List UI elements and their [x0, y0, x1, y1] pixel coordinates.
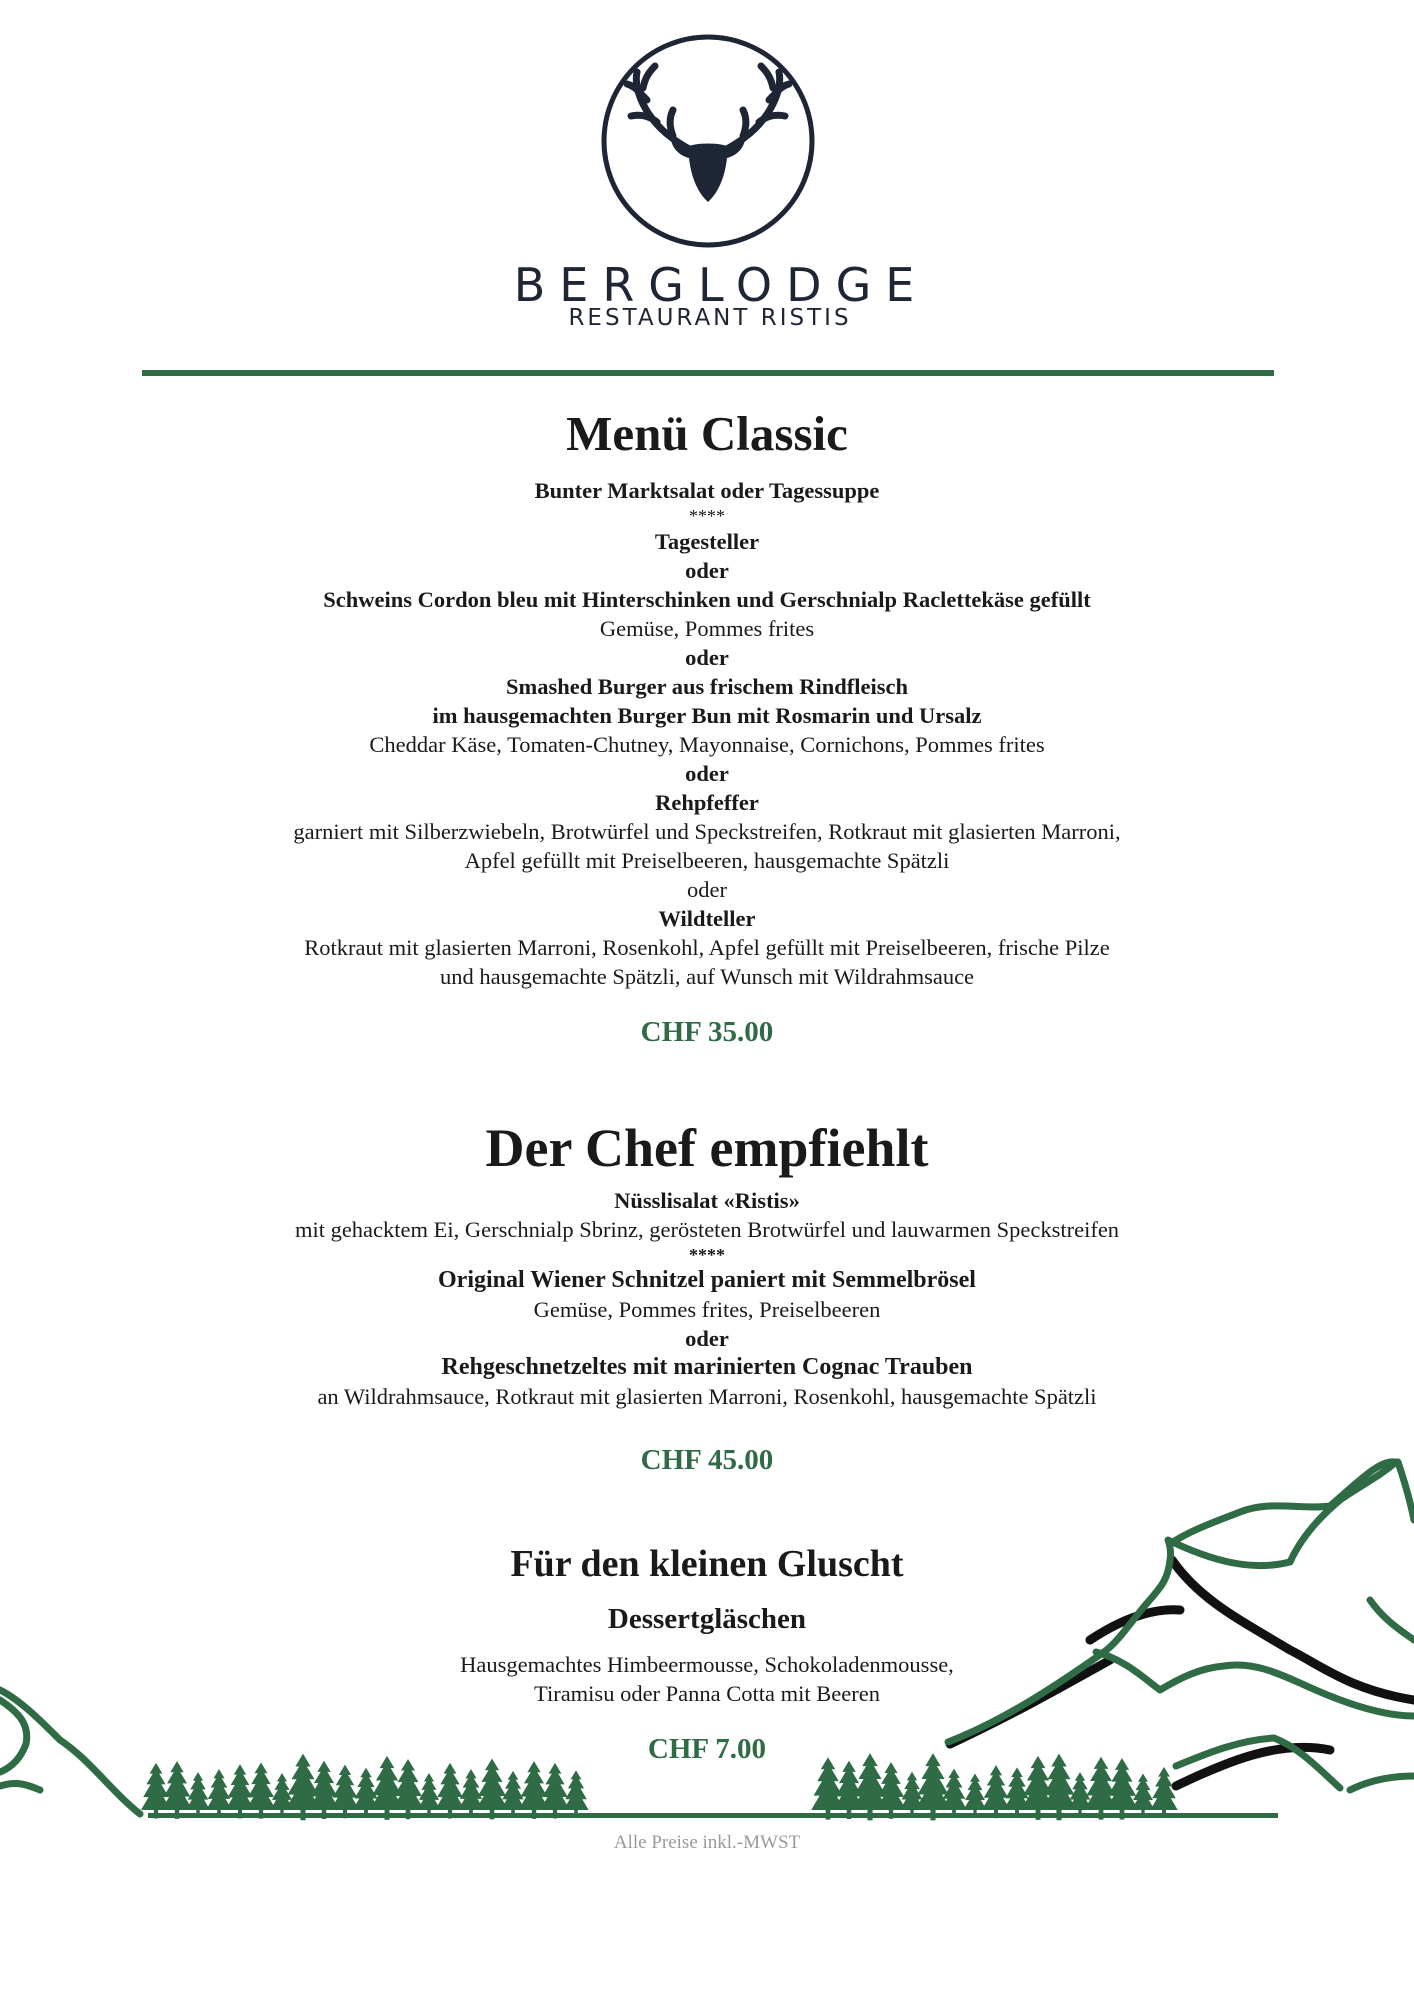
- classic-separator: ****: [689, 506, 725, 526]
- footer-note: Alle Preise inkl.-MWST: [613, 1832, 801, 1853]
- classic-dish-4: Rehpfeffer: [655, 790, 759, 815]
- brand-name: BERGLODGE: [513, 258, 929, 312]
- classic-or-4: oder: [687, 877, 727, 902]
- chef-or-1: oder: [685, 1326, 729, 1351]
- chef-starter-desc: mit gehacktem Ei, Gerschnialp Sbrinz, gerösteten Brotwürfel und lauwarmen Speckstreifen: [294, 1217, 1120, 1242]
- classic-dish-5-desc-2: und hausgemachte Spätzli, auf Wunsch mit Wildrahmsauce: [439, 964, 975, 989]
- chef-starter: Nüsslisalat «Ristis»: [614, 1188, 800, 1213]
- classic-title: Menü Classic: [566, 406, 848, 461]
- chef-dish-1-desc: Gemüse, Pommes frites, Preiselbeeren: [533, 1297, 881, 1322]
- small-title: Für den kleinen Gluscht: [510, 1543, 904, 1585]
- classic-or-1: oder: [685, 558, 729, 583]
- chef-dish-2: Rehgeschnetzeltes mit marinierten Cognac Trauben: [441, 1354, 973, 1380]
- classic-dish-3-line-1: Smashed Burger aus frischem Rindfleisch: [505, 674, 909, 699]
- classic-dish-2-desc: Gemüse, Pommes frites: [599, 616, 815, 641]
- small-desc-2: Tiramisu oder Panna Cotta mit Beeren: [534, 1681, 880, 1706]
- small-desc-1: Hausgemachtes Himbeermousse, Schokoladenmousse,: [460, 1652, 954, 1677]
- classic-dish-2: Schweins Cordon bleu mit Hinterschinken und Gerschnialp Raclettekäse gefüllt: [323, 587, 1091, 612]
- chef-separator: ****: [689, 1245, 725, 1265]
- classic-dish-1: Tagesteller: [654, 529, 760, 554]
- brand-subtitle: RESTAURANT RISTIS: [568, 305, 852, 331]
- chef-price: CHF 45.00: [640, 1444, 774, 1476]
- chef-dish-1: Original Wiener Schnitzel paniert mit Semmelbrösel: [438, 1267, 976, 1293]
- chef-title: Der Chef empfiehlt: [485, 1118, 929, 1178]
- classic-dish-3-line-2: im hausgemachten Burger Bun mit Rosmarin und Ursalz: [432, 703, 982, 728]
- classic-or-3: oder: [685, 761, 729, 786]
- small-subtitle: Dessertgläschen: [607, 1603, 807, 1635]
- classic-price: CHF 35.00: [640, 1016, 774, 1048]
- small-price: CHF 7.00: [647, 1733, 767, 1765]
- classic-or-2: oder: [685, 645, 729, 670]
- classic-dish-5: Wildteller: [658, 906, 756, 931]
- classic-dish-5-desc-1: Rotkraut mit glasierten Marroni, Rosenkohl, Apfel gefüllt mit Preiselbeeren, frische Pilze: [304, 935, 1110, 960]
- classic-dish-3-desc: Cheddar Käse, Tomaten-Chutney, Mayonnaise, Cornichons, Pommes frites: [369, 732, 1045, 757]
- classic-dish-4-desc-2: Apfel gefüllt mit Preiselbeeren, hausgemachte Spätzli: [464, 848, 950, 873]
- classic-starter: Bunter Marktsalat oder Tagessuppe: [534, 478, 880, 503]
- chef-dish-2-desc: an Wildrahmsauce, Rotkraut mit glasierten Marroni, Rosenkohl, hausgemachte Spätzli: [317, 1384, 1097, 1409]
- classic-dish-4-desc-1: garniert mit Silberzwiebeln, Brotwürfel und Speckstreifen, Rotkraut mit glasierten Marroni,: [293, 819, 1121, 844]
